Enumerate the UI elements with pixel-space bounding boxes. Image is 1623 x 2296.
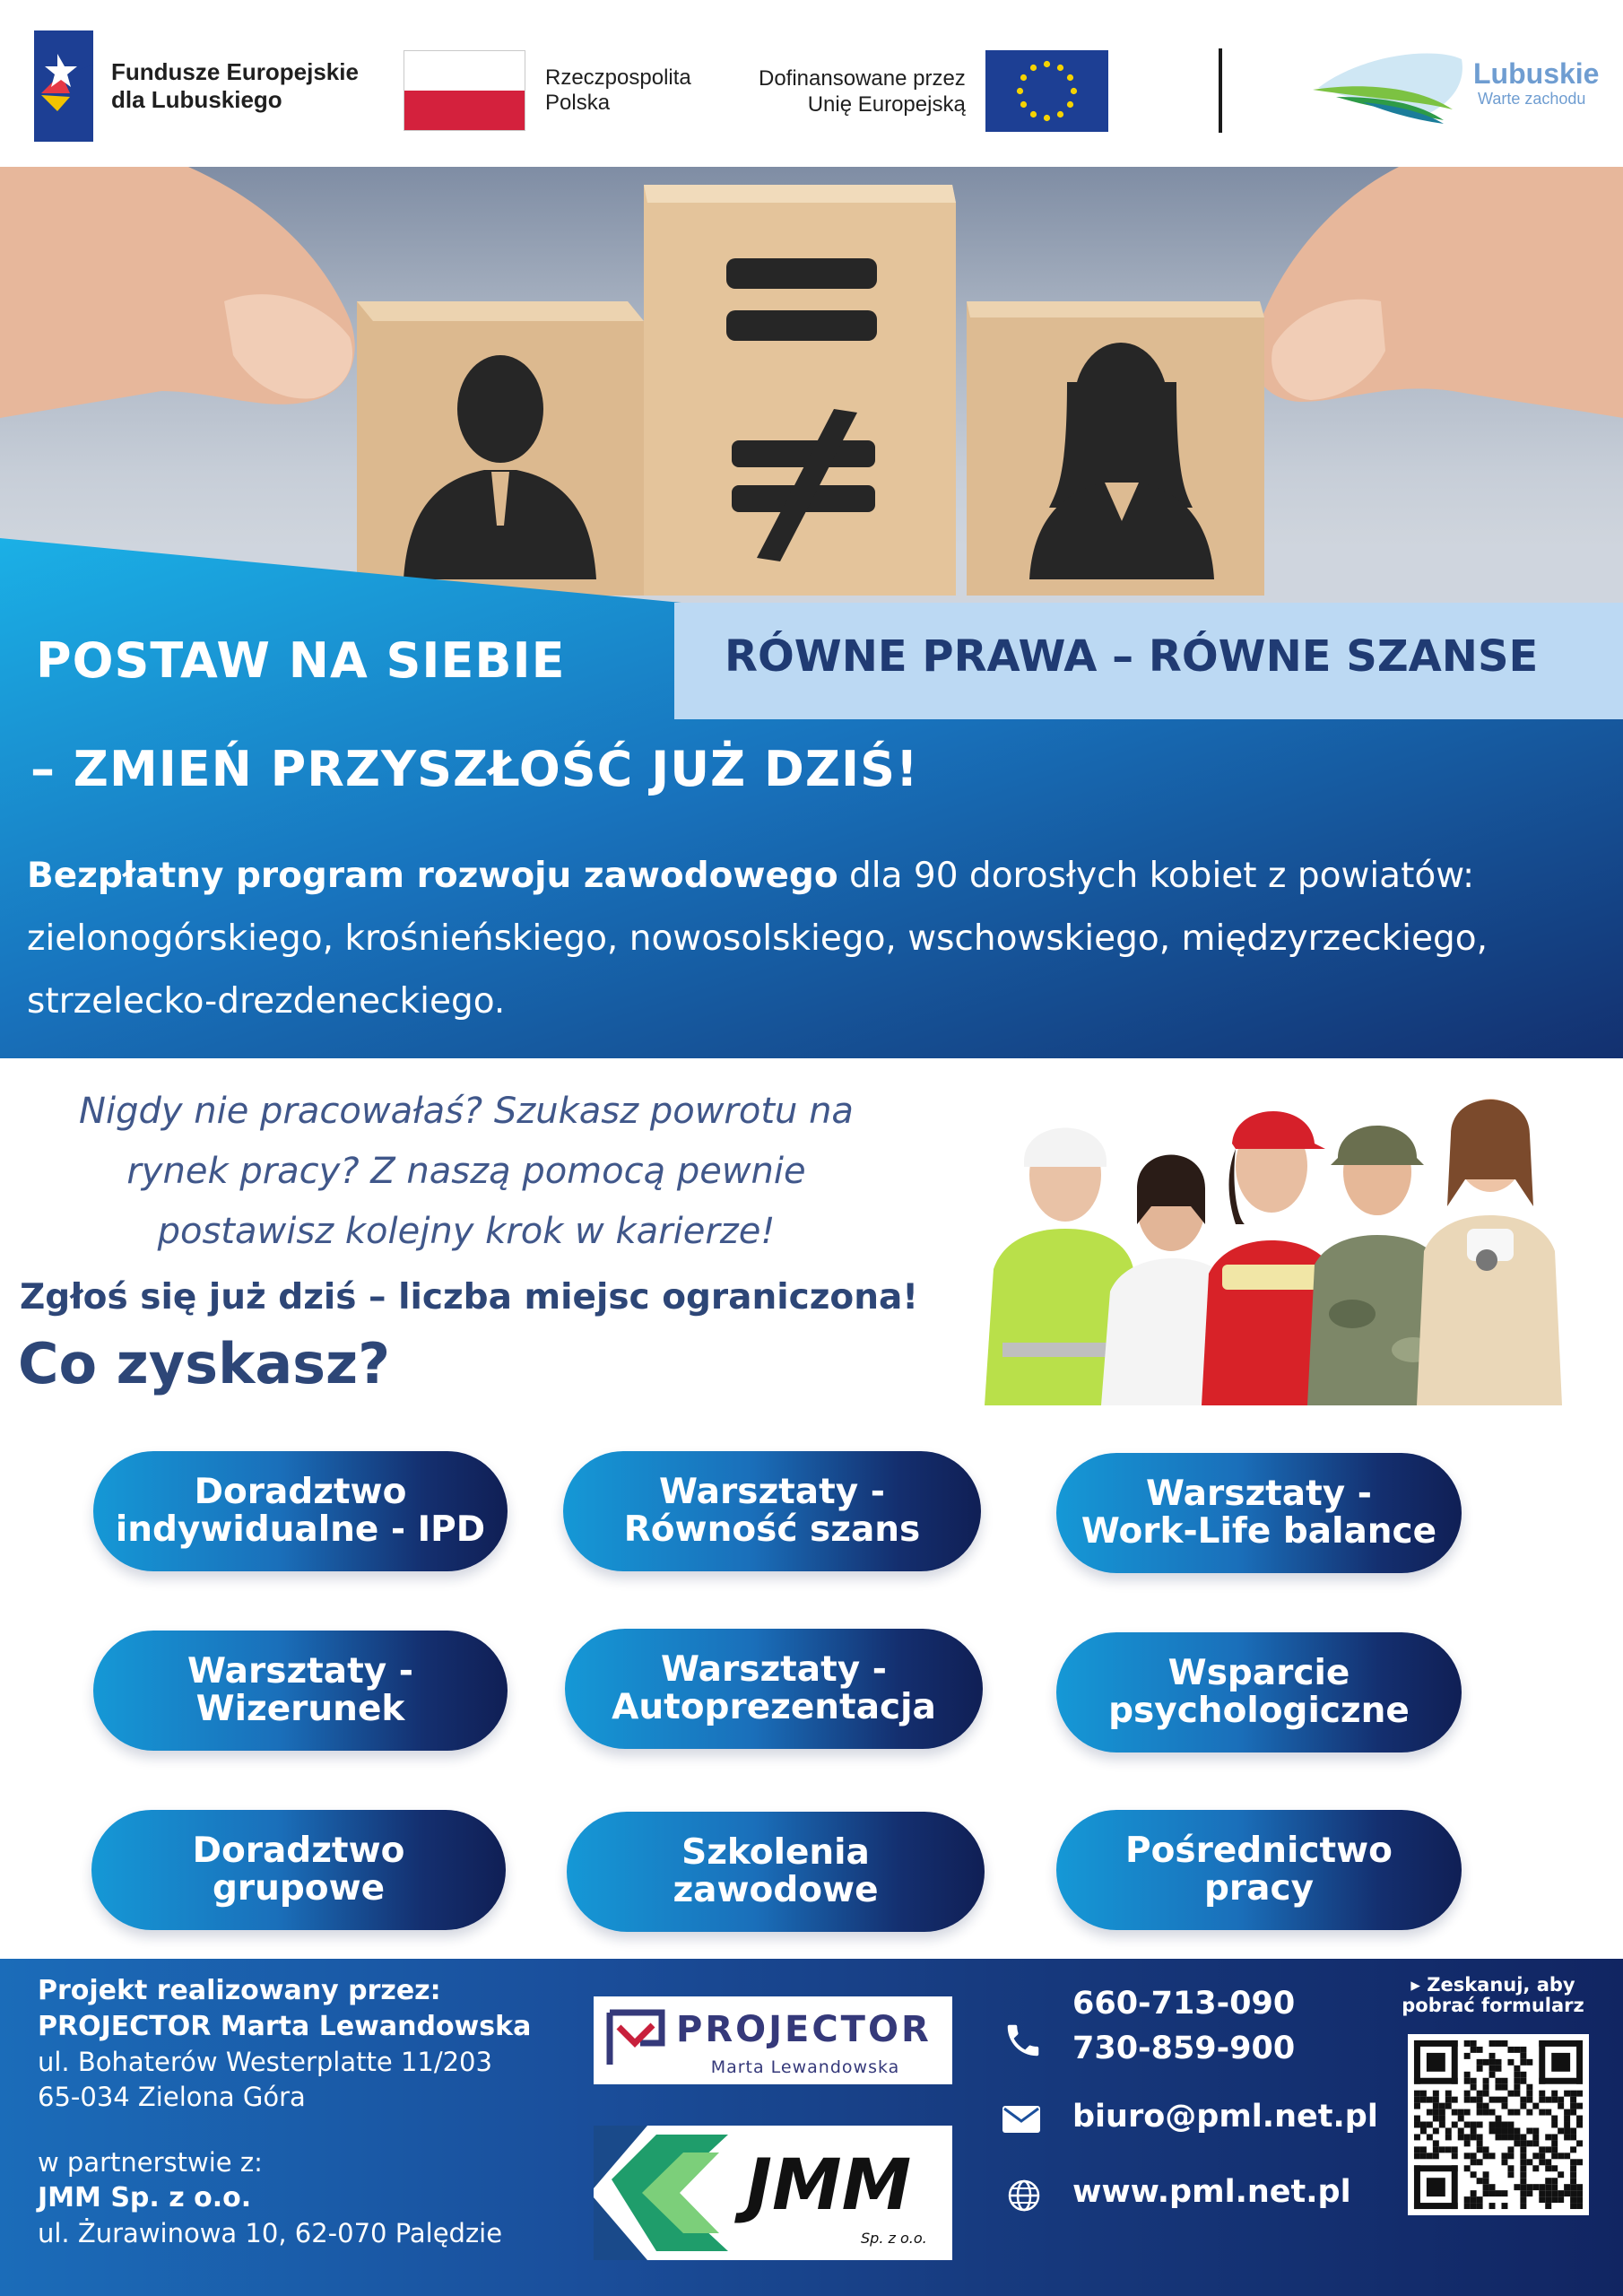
benefit-label-line2: indywidualne - IPD [115,1509,486,1550]
organizer-address-line2: 65-034 Zielona Góra [38,2082,306,2112]
benefit-work-life-balance-workshop [1056,1453,1462,1573]
call-to-action: Zgłoś się już dziś – liczba miejsc ograniczona! [20,1277,919,1318]
email-address[interactable]: biuro@pml.net.pl [1072,2099,1378,2135]
eu-star-icon [1020,74,1027,81]
eu-star-icon [1057,65,1063,71]
intro-paragraph [27,845,1605,1033]
question-line1: Nigdy nie pracowałaś? Szukasz powrotu na [79,1091,854,1132]
benefit-label-line2: pracy [1203,1868,1314,1909]
rzeczpospolita-logo [404,50,691,131]
lubuskie-name: Lubuskie [1473,57,1600,90]
eu-star-icon [1030,65,1037,71]
rp-line2: Polska [545,91,611,115]
jmm-logo [594,2126,952,2260]
benefit-label-line2: psychologiczne [1108,1691,1410,1731]
intro-bold: Bezpłatny program rozwoju zawodowego [27,856,838,896]
benefit-label-line1: Warsztaty - [659,1472,885,1512]
benefit-label-line2: Work-Life balance [1081,1511,1437,1552]
logo-bar [0,0,1623,167]
partner-address: ul. Żurawinowa 10, 62-070 Palędzie [38,2218,503,2248]
benefit-label-line2: zawodowe [673,1870,879,1910]
question-line3: postawisz kolejny krok w karierze! [157,1211,776,1252]
benefit-group-counseling [91,1810,506,1930]
benefit-label-line1: Doradztwo [192,1831,405,1871]
phone-icon [1002,2018,1044,2063]
question-line2: rynek pracy? Z naszą pomocą pewnie [126,1151,806,1192]
phone-number-1[interactable]: 660-713-090 [1072,1986,1296,2022]
jmm-mark-icon [594,2126,737,2260]
benefit-label-line1: Doradztwo [194,1472,407,1512]
benefit-label-line1: Warsztaty - [187,1651,413,1692]
projector-mark-icon [604,2007,667,2070]
eu-star-icon [1030,111,1037,117]
fe-line1: Fundusze Europejskie [111,58,359,85]
qr-label [1381,1975,1605,2016]
fundusze-europejskie-logo [34,30,359,142]
eu-star-icon [1057,111,1063,117]
lubuskie-swoosh-icon [1309,47,1471,133]
benefit-equal-opportunity-workshop [563,1451,981,1571]
benefits-title: Co zyskasz? [18,1331,391,1396]
benefit-label-line2: Wizerunek [195,1689,405,1729]
eu-star-icon [1044,115,1050,121]
email-icon [1002,2106,1040,2133]
eu-star-icon [1020,101,1027,108]
benefit-vocational-training [567,1812,985,1932]
eu-star-icon [1017,88,1023,94]
women-professions-photo [967,1081,1569,1405]
equal-rights-box [674,603,1623,719]
benefit-label-line1: Pośrednictwo [1125,1831,1393,1871]
lubuskie-tagline: Warte zachodu [1478,90,1586,108]
realized-by-label: Projekt realizowany przez: [38,1975,441,2006]
globe-icon [1008,2179,1040,2212]
phone-number-2[interactable]: 730-859-900 [1072,2031,1296,2066]
eu-line2: Unię Europejską [807,91,966,117]
benefit-individual-counseling [93,1451,508,1571]
benefit-job-placement [1056,1810,1462,1930]
eu-star-icon [1067,101,1073,108]
eu-star-icon [1067,74,1073,81]
equal-rights-text: RÓWNE PRAWA – RÓWNE SZANSE [725,631,1539,682]
projector-logo-text: PROJECTOR [676,2009,932,2050]
benefit-label-line2: Autoprezentacja [612,1687,936,1727]
benefit-label-line1: Wsparcie [1167,1653,1350,1693]
organizer-name: PROJECTOR Marta Lewandowska [38,2011,532,2042]
intro-rest: dla 90 dorosłych kobiet z powiatów: zielonogórskiego, krośnieńskiego, nowosolskiego, wschowskiego, międzyrzeckiego, strzelecko-drezdeneckiego. [27,856,1488,1022]
project-info [38,1973,594,2251]
polish-flag-icon [404,50,525,131]
rp-line1: Rzeczpospolita [545,65,691,90]
partner-label: w partnerstwie z: [38,2147,263,2178]
jmm-logo-subtext: Sp. z o.o. [861,2230,927,2247]
benefit-image-workshop [93,1631,508,1751]
benefit-label-line1: Warsztaty - [1146,1474,1372,1514]
eu-flag-icon [985,50,1108,132]
eu-line1: Dofinansowane przez [759,65,966,91]
partner-name: JMM Sp. z o.o. [38,2182,252,2213]
benefit-self-presentation-workshop [565,1629,983,1749]
headline-line1: POSTAW NA SIEBIE [36,632,566,689]
jmm-logo-text: JMM [746,2145,912,2226]
benefit-label-line2: Równość szans [623,1509,921,1550]
fe-line2: dla Lubuskiego [111,86,282,113]
projector-logo-subtext: Marta Lewandowska [710,2057,900,2077]
logo-divider [1219,48,1222,133]
benefit-label-line1: Warsztaty - [661,1649,887,1690]
benefit-psychological-support [1056,1632,1462,1752]
question-text [18,1082,915,1262]
fe-emblem-icon [34,30,93,142]
projector-logo [594,1996,952,2084]
qr-label-line1: ▸ Zeskanuj, aby [1410,1974,1575,1996]
lubuskie-logo [1309,47,1600,133]
eu-star-icon [1044,61,1050,67]
eu-logo [759,50,1108,132]
qr-code[interactable] [1408,2034,1589,2215]
website-link[interactable]: www.pml.net.pl [1072,2174,1351,2210]
headline-line2: – ZMIEŃ PRZYSZŁOŚĆ JUŻ DZIŚ! [30,741,919,797]
eu-star-icon [1071,88,1077,94]
qr-label-line2: pobrać formularz [1402,1995,1584,2016]
organizer-address-line1: ul. Bohaterów Westerplatte 11/203 [38,2047,492,2077]
benefit-label-line1: Szkolenia [681,1832,870,1873]
benefit-label-line2: grupowe [212,1868,386,1909]
